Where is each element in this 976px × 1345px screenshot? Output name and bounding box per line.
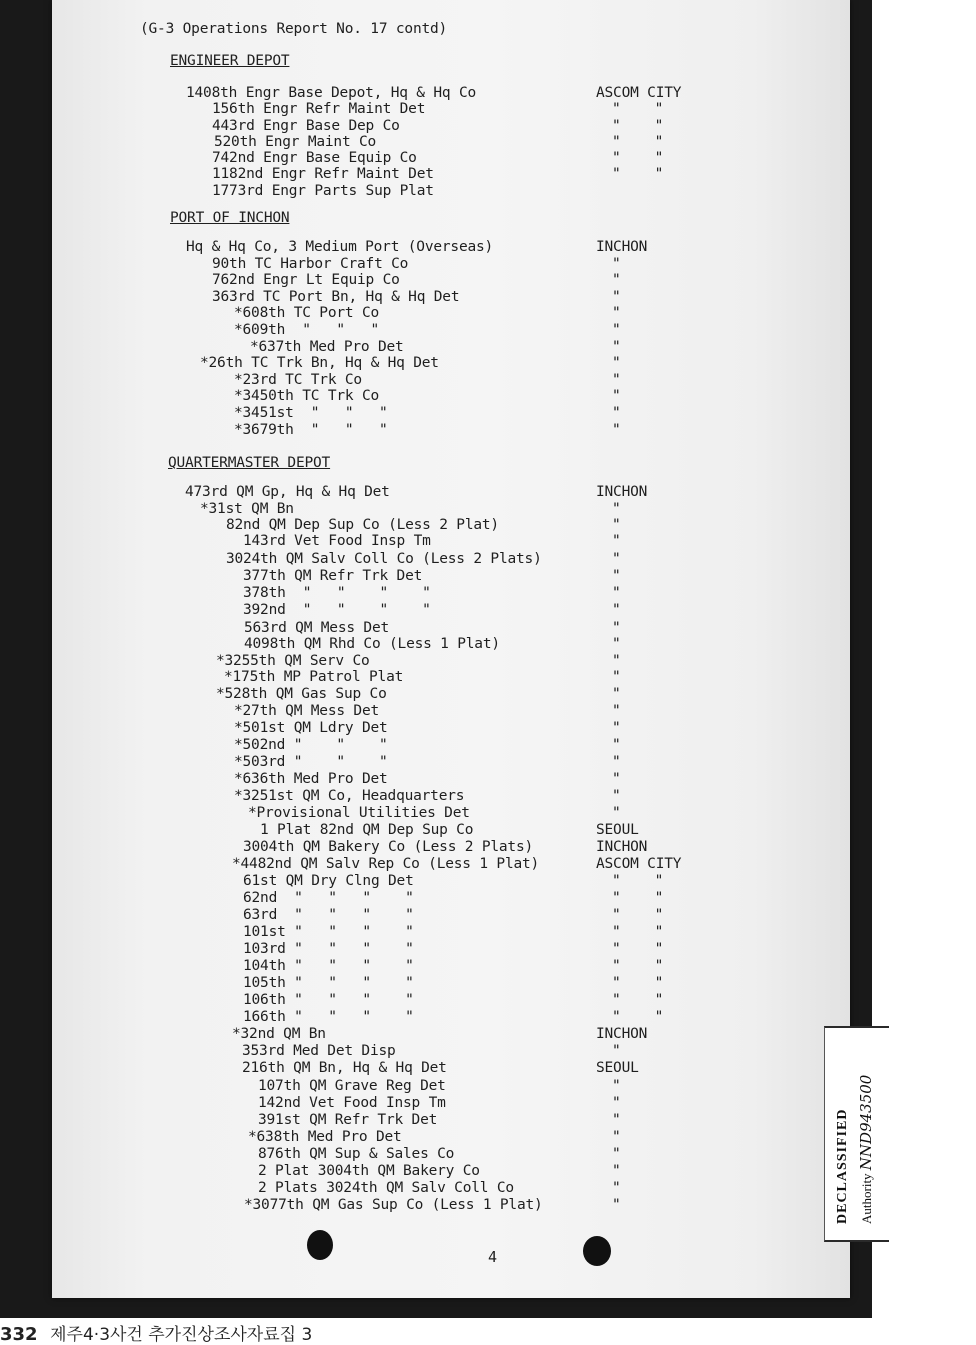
unit-location: " [612,1129,621,1145]
unit-name: *503rd " " " [234,754,388,770]
unit-name: *3255th QM Serv Co [216,653,370,669]
unit-location: " [612,620,621,636]
unit-location: " [612,322,621,338]
unit-location: INCHON [596,484,648,500]
unit-name: 101st " " " " [243,924,414,940]
unit-location: " [612,1163,621,1179]
book-page-number: 332 [0,1324,38,1345]
unit-name: 156th Engr Refr Maint Det [212,101,426,117]
unit-location: " " [612,101,664,117]
unit-location: " [612,388,621,404]
unit-name: 4098th QM Rhd Co (Less 1 Plat) [244,636,500,652]
unit-name: 1408th Engr Base Depot, Hq & Hq Co [186,85,477,101]
unit-location: " " [612,975,664,991]
unit-name: 353rd Med Det Disp [242,1043,396,1059]
unit-location: " " [612,1009,664,1025]
unit-name: *501st QM Ldry Det [234,720,388,736]
report-header: (G-3 Operations Report No. 17 contd) [140,21,448,37]
section-title: QUARTERMASTER DEPOT [168,455,331,471]
stamp-authority-number: NND943500 [857,1074,875,1171]
unit-location: " [612,289,621,305]
unit-name: *Provisional Utilities Det [248,805,470,821]
unit-name: 762nd Engr Lt Equip Co [212,272,400,288]
unit-location: " [612,585,621,601]
unit-location: " [612,653,621,669]
unit-location: " [612,372,621,388]
unit-name: 105th " " " " [243,975,414,991]
unit-name: 2 Plats 3024th QM Salv Coll Co [258,1180,514,1196]
unit-name: *175th MP Patrol Plat [224,669,404,685]
unit-name: *528th QM Gas Sup Co [216,686,387,702]
unit-name: 473rd QM Gp, Hq & Hq Det [185,484,390,500]
unit-location: " [612,256,621,272]
stamp-authority-label: Authority [859,1173,874,1224]
unit-name: 90th TC Harbor Craft Co [212,256,409,272]
unit-name: 166th " " " " [243,1009,414,1025]
document-page [52,0,875,1298]
unit-location: SEOUL [596,1060,639,1076]
unit-location: " [612,517,621,533]
section-title: ENGINEER DEPOT [170,53,290,69]
unit-location: " [612,305,621,321]
unit-location: INCHON [596,239,648,255]
unit-location: " " [612,118,664,134]
unit-location: " [612,568,621,584]
unit-name: 520th Engr Maint Co [214,134,377,150]
unit-location: " " [612,958,664,974]
unit-location: " [612,669,621,685]
unit-name: *23rd TC Trk Co [234,372,362,388]
unit-location: " [612,737,621,753]
unit-name: 363rd TC Port Bn, Hq & Hq Det [212,289,460,305]
unit-name: 82nd QM Dep Sup Co (Less 2 Plat) [226,517,499,533]
unit-name: *609th " " " [234,322,380,338]
unit-location: INCHON [596,839,648,855]
unit-location: " [612,602,621,618]
unit-name: 106th " " " " [243,992,414,1008]
unit-name: 742nd Engr Base Equip Co [212,150,417,166]
unit-name: 104th " " " " [243,958,414,974]
unit-location: " [612,1112,621,1128]
unit-location: " [612,551,621,567]
unit-location: " [612,1095,621,1111]
unit-location: " [612,1078,621,1094]
unit-name: *3077th QM Gas Sup Co (Less 1 Plat) [244,1197,543,1213]
unit-location: " " [612,150,664,166]
stamp-authority [857,1075,875,1224]
unit-location: " [612,805,621,821]
unit-name: *3450th TC Trk Co [234,388,380,404]
unit-name: *502nd " " " [234,737,388,753]
unit-name: *31st QM Bn [200,501,294,517]
unit-location: " [612,703,621,719]
punch-hole-right [583,1236,611,1266]
unit-location: " [612,686,621,702]
unit-location: " [612,720,621,736]
unit-name: 62nd " " " " [243,890,414,906]
unit-name: *26th TC Trk Bn, Hq & Hq Det [200,355,439,371]
unit-name: *4482nd QM Salv Rep Co (Less 1 Plat) [232,856,540,872]
unit-name: *638th Med Pro Det [248,1129,402,1145]
unit-name: 392nd " " " " [243,602,431,618]
unit-name: *608th TC Port Co [234,305,380,321]
unit-location: " [612,1180,621,1196]
unit-name: *32nd QM Bn [232,1026,326,1042]
unit-location: " " [612,941,664,957]
book-title: 제주4·3사건 추가진상조사자료집 3 [50,1325,313,1345]
unit-name: 378th " " " " [243,585,431,601]
section-title: PORT OF INCHON [170,210,290,226]
page-number: 4 [488,1248,498,1266]
unit-name: 3024th QM Salv Coll Co (Less 2 Plats) [226,551,542,567]
unit-location: " [612,533,621,549]
unit-location: " " [612,166,664,182]
unit-name: 563rd QM Mess Det [244,620,390,636]
punch-hole-left [307,1230,333,1260]
unit-name: 216th QM Bn, Hq & Hq Det [242,1060,447,1076]
unit-name: 443rd Engr Base Dep Co [212,118,400,134]
unit-location: ASCOM CITY [596,856,682,872]
unit-name: 391st QM Refr Trk Det [258,1112,438,1128]
declassified-stamp [824,1026,889,1242]
unit-location: " [612,1197,621,1213]
unit-location: " [612,272,621,288]
unit-location: " " [612,134,664,150]
unit-name: 1773rd Engr Parts Sup Plat [212,183,434,199]
unit-location: " [612,339,621,355]
unit-location: " " [612,907,664,923]
unit-location: " " [612,924,664,940]
unit-location: " " [612,992,664,1008]
unit-location: " [612,355,621,371]
unit-name: 61st QM Dry Clng Det [243,873,414,889]
unit-name: 377th QM Refr Trk Det [243,568,423,584]
book-footer [0,1320,312,1345]
unit-location: " [612,1146,621,1162]
unit-location: " [612,636,621,652]
unit-location: " [612,754,621,770]
unit-location: " [612,1043,621,1059]
unit-name: 103rd " " " " [243,941,414,957]
unit-name: 876th QM Sup & Sales Co [258,1146,455,1162]
unit-name: *3451st " " " [234,405,388,421]
unit-location: ASCOM CITY [596,85,682,101]
unit-location: INCHON [596,1026,648,1042]
unit-location: " [612,405,621,421]
unit-name: 2 Plat 3004th QM Bakery Co [258,1163,480,1179]
unit-location: " " [612,890,664,906]
unit-location: " [612,422,621,438]
unit-name: 142nd Vet Food Insp Tm [258,1095,446,1111]
unit-name: 3004th QM Bakery Co (Less 2 Plats) [243,839,534,855]
unit-name: 1182nd Engr Refr Maint Det [212,166,434,182]
unit-name: 143rd Vet Food Insp Tm [243,533,431,549]
unit-name: Hq & Hq Co, 3 Medium Port (Overseas) [186,239,494,255]
unit-location: " " [612,873,664,889]
unit-name: *636th Med Pro Det [234,771,388,787]
unit-name: *3251st QM Co, Headquarters [234,788,465,804]
unit-location: " [612,501,621,517]
unit-name: *637th Med Pro Det [250,339,404,355]
unit-name: *27th QM Mess Det [234,703,380,719]
unit-name: 63rd " " " " [243,907,414,923]
unit-location: " [612,771,621,787]
unit-name: 1 Plat 82nd QM Dep Sup Co [260,822,474,838]
unit-location: SEOUL [596,822,639,838]
unit-location: " [612,788,621,804]
unit-name: *3679th " " " [234,422,388,438]
unit-name: 107th QM Grave Reg Det [258,1078,446,1094]
stamp-title: DECLASSIFIED [835,1108,850,1224]
